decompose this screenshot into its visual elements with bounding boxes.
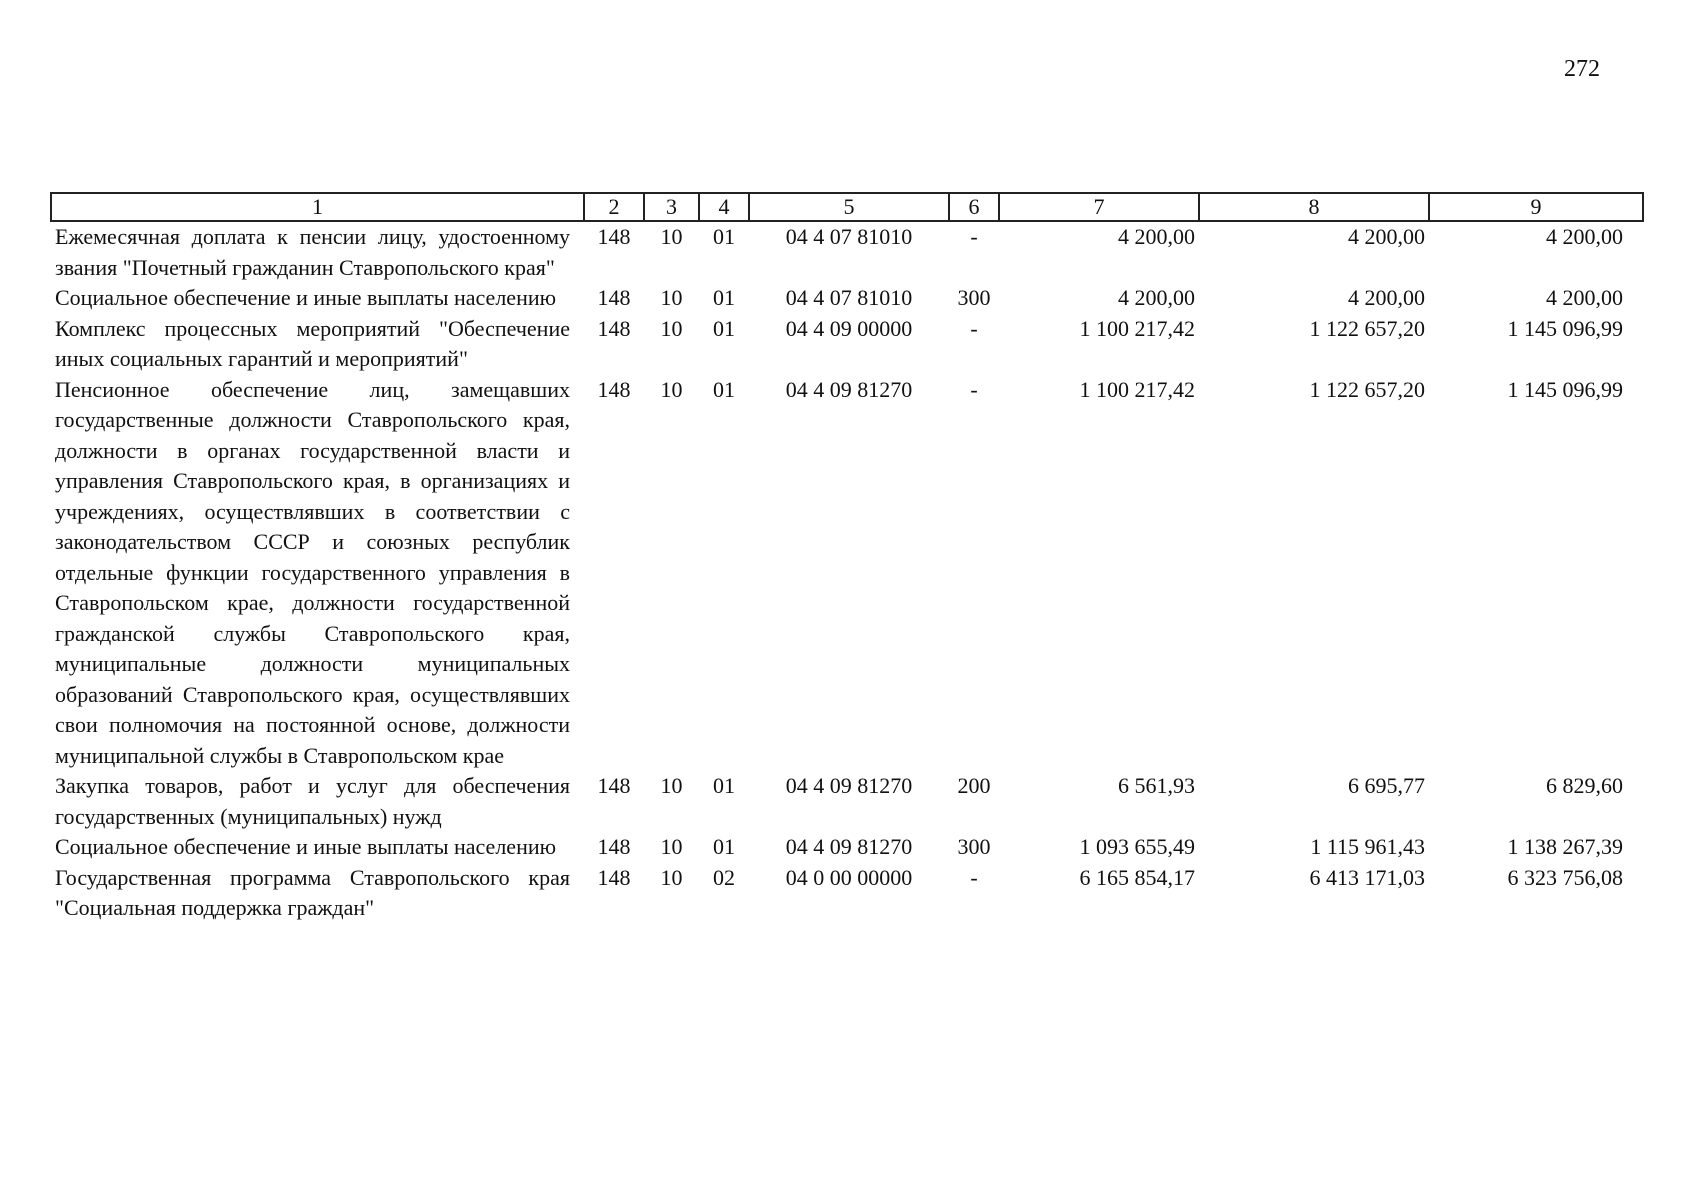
row-col-6: 200 [957,773,991,798]
row-name: Государственная программа Ставропольского края "Социальная поддержка граждан" [55,864,570,920]
row-name: Ежемесячная доплата к пенсии лицу, удостоенному звания "Почетный гражданин Ставропольского края" [55,224,570,280]
row-col-7: 4 200,00 [1118,224,1195,249]
page-number: 272 [1564,56,1600,82]
row-name: Социальное обеспечение и иные выплаты населению [55,834,557,859]
header-col-4: 4 [699,193,749,221]
header-col-7: 7 [999,193,1199,221]
row-col-2: 148 [597,224,631,249]
table-row [51,314,1643,375]
row-col-8: 1 122 657,20 [1309,315,1425,341]
row-col-6: - [970,315,978,341]
row-col-8: 1 122 657,20 [1309,376,1425,402]
row-col-5: 04 4 09 81270 [785,376,913,402]
row-col-4: 01 [713,834,735,859]
table-row [51,283,1643,314]
row-col-4: 01 [713,773,735,798]
row-col-5: 04 4 09 00000 [785,315,913,341]
row-col-5: 04 4 09 81270 [785,834,913,859]
row-col-2: 148 [597,315,631,341]
row-name: Комплекс процессных мероприятий "Обеспечение иных социальных гарантий и мероприятий" [55,315,570,371]
row-col-7: 6 561,93 [1118,773,1195,798]
row-col-5: 04 4 07 81010 [785,285,913,310]
row-col-9: 6 829,60 [1546,773,1623,798]
row-col-7: 6 165 854,17 [1079,864,1195,890]
row-col-8: 4 200,00 [1348,285,1425,310]
row-col-9: 1 145 096,99 [1507,376,1623,402]
row-col-3: 10 [660,376,683,402]
row-col-6: 300 [957,285,991,310]
row-col-8: 1 115 961,43 [1310,834,1425,859]
row-col-9: 4 200,00 [1546,224,1623,249]
row-col-8: 6 413 171,03 [1309,864,1425,890]
row-col-2: 148 [597,773,631,798]
row-col-6: - [970,864,978,890]
header-col-8: 8 [1199,193,1429,221]
header-col-5: 5 [749,193,949,221]
row-col-5: 04 0 00 00000 [785,864,913,890]
table-header-row [51,193,1643,221]
row-col-9: 1 138 267,39 [1507,834,1623,859]
row-col-7: 4 200,00 [1118,285,1195,310]
row-col-2: 148 [597,864,631,890]
row-col-4: 01 [713,224,735,249]
row-col-6: - [970,376,978,402]
table-row [51,771,1643,832]
row-col-9: 1 145 096,99 [1507,315,1623,341]
row-col-4: 01 [713,315,735,341]
row-col-5: 04 4 09 81270 [785,773,913,798]
row-col-3: 10 [660,864,683,890]
row-col-8: 6 695,77 [1348,773,1425,798]
row-col-3: 10 [660,773,683,798]
row-col-4: 02 [713,864,735,890]
row-col-3: 10 [660,834,683,859]
row-col-9: 4 200,00 [1546,285,1623,310]
row-col-2: 148 [597,834,631,859]
row-name: Закупка товаров, работ и услуг для обеспечения государственных (муниципальных) нужд [55,773,570,829]
row-col-5: 04 4 07 81010 [785,224,913,249]
row-col-4: 01 [713,376,735,402]
header-col-3: 3 [644,193,699,221]
table-row [51,832,1643,863]
table-row [51,375,1643,772]
row-col-7: 1 100 217,42 [1079,376,1195,402]
row-name: Социальное обеспечение и иные выплаты населению [55,285,557,310]
header-col-2: 2 [584,193,644,221]
row-col-9: 6 323 756,08 [1507,864,1623,890]
row-col-7: 1 100 217,42 [1079,315,1195,341]
table-row [51,221,1643,283]
row-col-6: 300 [957,834,991,859]
table-row [51,863,1643,924]
row-col-2: 148 [597,376,631,402]
header-col-6: 6 [949,193,999,221]
row-col-2: 148 [597,285,631,310]
header-col-9: 9 [1429,193,1643,221]
row-col-3: 10 [660,224,683,249]
row-col-3: 10 [660,315,683,341]
row-name: Пенсионное обеспечение лиц, замещавших государственные должности Ставропольского края, должности в органах государственной власти и управления Ставропольского края, в организациях и учреждениях, осуществлявших в соответствии с законодательством СССР и союзных республик отдельные функции государственного управления в Ставропольском крае, должности государственной гражданской службы Ставропольского края, муниципальные должности муниципальных образований Ставропольского края, осуществлявших свои полномочия на постоянной основе, должности муниципальной службы в Ставропольском крае [55,376,570,768]
row-col-4: 01 [713,285,735,310]
row-col-8: 4 200,00 [1348,224,1425,249]
row-col-6: - [970,224,978,249]
header-col-1: 1 [51,193,584,221]
budget-table [50,192,1644,924]
row-col-7: 1 093 655,49 [1079,834,1195,859]
row-col-3: 10 [660,285,683,310]
